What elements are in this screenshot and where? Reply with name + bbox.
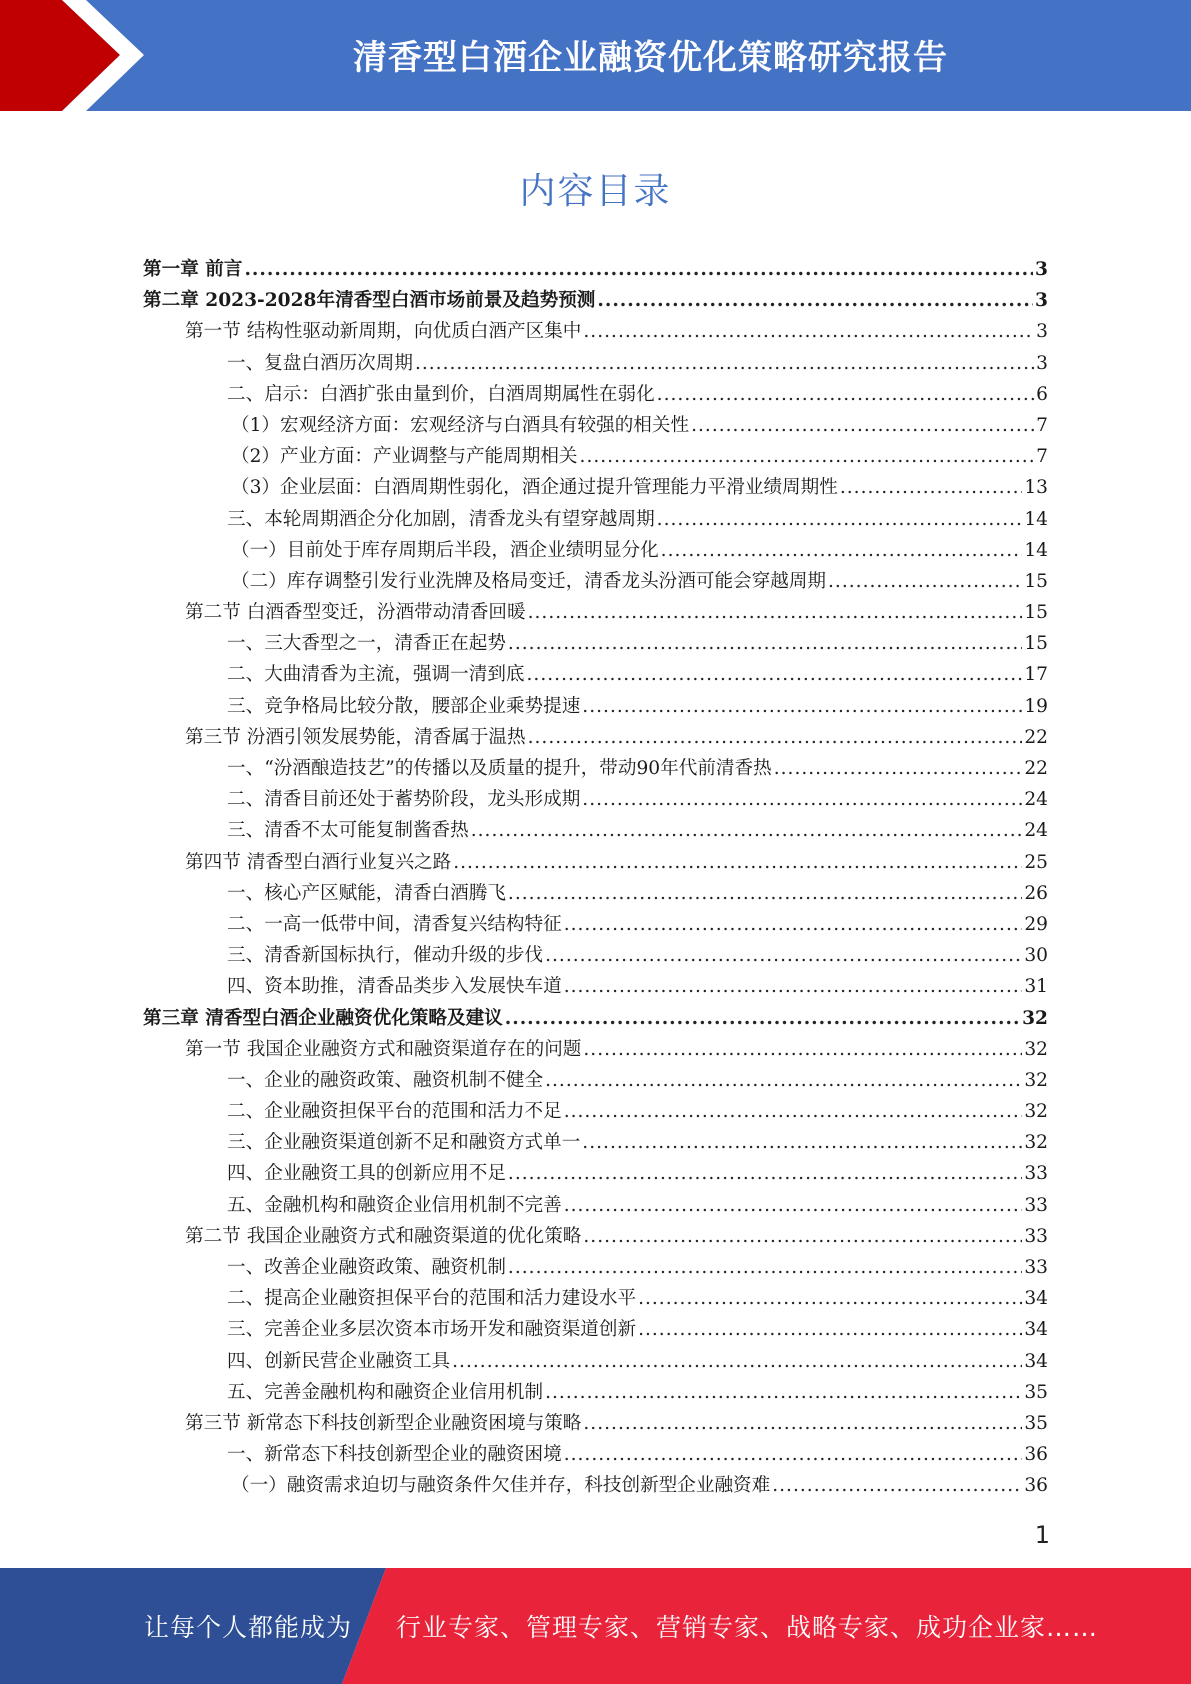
footer-slogan-right: 行业专家、管理专家、营销专家、战略专家、成功企业家……	[396, 1613, 1099, 1642]
toc-dot-leader	[564, 1439, 1023, 1470]
toc-entry[interactable]	[143, 878, 1048, 909]
toc-dot-leader	[638, 1283, 1022, 1314]
toc-entry[interactable]	[143, 691, 1048, 722]
toc-entry-page: 32	[1024, 1101, 1048, 1123]
toc-entry-label: 第三节 汾酒引领发展势能，清香属于温热	[185, 726, 526, 748]
toc-entry[interactable]	[143, 285, 1048, 316]
toc-entry-page: 25	[1024, 851, 1048, 873]
toc-entry[interactable]	[143, 348, 1048, 379]
toc-entry[interactable]	[143, 1283, 1048, 1314]
toc-dot-leader	[564, 909, 1023, 940]
toc-entry[interactable]	[143, 1127, 1048, 1158]
toc-entry[interactable]	[143, 535, 1048, 566]
toc-entry-label: 五、金融机构和融资企业信用机制不完善	[227, 1194, 562, 1216]
footer-slogan-left: 让每个人都能成为	[144, 1613, 353, 1642]
toc-entry[interactable]	[143, 316, 1048, 347]
toc-dot-leader	[508, 1158, 1022, 1189]
toc-entry-label: 二、一高一低带中间，清香复兴结构特征	[227, 913, 562, 935]
toc-entry-label: 二、清香目前还处于蓄势阶段，龙头形成期	[227, 789, 581, 811]
toc-entry-page: 19	[1024, 695, 1048, 717]
toc-entry-page: 22	[1024, 758, 1048, 779]
toc-entry-label: 三、完善企业多层次资本市场开发和融资渠道创新	[227, 1319, 637, 1341]
toc-entry[interactable]	[143, 753, 1048, 784]
toc-entry-label: 第二节 我国企业融资方式和融资渠道的优化策略	[185, 1225, 582, 1247]
toc-entry[interactable]	[143, 1346, 1048, 1377]
toc-entry-page: 15	[1024, 602, 1048, 624]
toc-entry-page: 34	[1024, 1288, 1048, 1310]
toc-dot-leader	[582, 1127, 1022, 1158]
toc-entry-label: 第三章 清香型白酒企业融资优化策略及建议	[143, 1007, 503, 1029]
toc-entry[interactable]	[143, 379, 1048, 410]
toc-entry[interactable]	[143, 1034, 1048, 1065]
toc-entry-page: 32	[1024, 1038, 1048, 1060]
toc-dot-leader	[583, 1221, 1022, 1252]
toc-entry[interactable]	[143, 504, 1048, 535]
toc-dot-leader	[528, 722, 1023, 753]
toc-dot-leader	[545, 1065, 1022, 1096]
toc-entry-label: 第一章 前言	[143, 259, 243, 280]
toc-entry[interactable]	[143, 815, 1048, 846]
toc-entry[interactable]	[143, 722, 1048, 753]
toc-dot-leader	[545, 940, 1022, 971]
toc-entry[interactable]	[143, 909, 1048, 940]
toc-dot-leader	[828, 566, 1022, 597]
toc-entry-page: 13	[1024, 477, 1048, 499]
toc-entry-label: 四、企业融资工具的创新应用不足	[227, 1163, 506, 1185]
toc-entry[interactable]	[143, 940, 1048, 971]
toc-entry-page: 22	[1024, 726, 1048, 748]
toc-entry[interactable]	[143, 1252, 1048, 1283]
toc-entry-label: 四、资本助推，清香品类步入发展快车道	[227, 976, 562, 998]
toc-dot-leader	[691, 410, 1034, 441]
toc-dot-leader	[580, 441, 1035, 472]
toc-entry[interactable]	[143, 1190, 1048, 1221]
toc-entry-label: 一、“汾酒酿造技艺”的传播以及质量的提升，带动90年代前清香热	[227, 758, 772, 779]
toc-entry-page: 33	[1024, 1225, 1048, 1247]
toc-entry-page: 34	[1024, 1319, 1048, 1341]
toc-entry-label: 第四节 清香型白酒行业复兴之路	[185, 851, 452, 873]
toc-dot-leader	[582, 691, 1022, 722]
toc-entry[interactable]	[143, 472, 1048, 503]
toc-entry-label: 一、三大香型之一，清香正在起势	[227, 633, 506, 655]
toc-dot-leader	[840, 472, 1022, 503]
page-footer	[0, 1568, 1191, 1684]
table-of-contents	[143, 254, 1048, 1502]
toc-entry-page: 32	[1024, 1069, 1048, 1091]
toc-entry-page: 14	[1024, 539, 1048, 561]
toc-entry[interactable]	[143, 254, 1048, 285]
toc-entry-label: 四、创新民营企业融资工具	[227, 1350, 451, 1372]
toc-entry-label: 一、改善企业融资政策、融资机制	[227, 1257, 506, 1278]
toc-entry-page: 30	[1024, 945, 1048, 967]
toc-entry-label: 二、企业融资担保平台的范围和活力不足	[227, 1101, 562, 1123]
toc-dot-leader	[508, 628, 1022, 659]
toc-entry-page: 33	[1024, 1257, 1048, 1278]
toc-dot-leader	[528, 597, 1023, 628]
toc-entry[interactable]	[143, 1158, 1048, 1189]
toc-entry-label: 三、清香新国标执行，催动升级的步伐	[227, 945, 544, 967]
toc-dot-leader	[657, 379, 1034, 410]
toc-entry-page: 35	[1024, 1381, 1048, 1403]
toc-entry-page: 14	[1024, 508, 1048, 530]
toc-entry-label: （1）宏观经济方面：宏观经济与白酒具有较强的相关性	[231, 414, 690, 436]
toc-dot-leader	[564, 971, 1023, 1002]
toc-entry[interactable]	[143, 1003, 1048, 1034]
toc-entry-label: （一）目前处于库存周期后半段，酒企业绩明显分化	[231, 539, 659, 561]
toc-entry[interactable]	[143, 784, 1048, 815]
toc-entry-label: 三、竞争格局比较分散，腰部企业乘势提速	[227, 695, 581, 717]
toc-dot-leader	[453, 847, 1022, 878]
toc-entry[interactable]	[143, 441, 1048, 472]
toc-entry[interactable]	[143, 597, 1048, 628]
toc-entry[interactable]	[143, 847, 1048, 878]
toc-dot-leader	[774, 753, 1023, 784]
toc-entry[interactable]	[143, 1408, 1048, 1439]
toc-entry-label: 第二章 2023-2028年清香型白酒市场前景及趋势预测	[143, 290, 596, 312]
toc-dot-leader	[244, 254, 1033, 285]
toc-entry-label: 一、新常态下科技创新型企业的融资困境	[227, 1444, 562, 1466]
toc-entry-label: 三、本轮周期酒企分化加剧，清香龙头有望穿越周期	[227, 508, 655, 530]
toc-entry-page: 26	[1024, 882, 1048, 904]
toc-entry-page: 29	[1024, 913, 1048, 935]
toc-entry-page: 15	[1024, 633, 1048, 655]
toc-dot-leader	[597, 285, 1033, 316]
toc-entry-page: 24	[1024, 789, 1048, 811]
toc-entry-label: 三、企业融资渠道创新不足和融资方式单一	[227, 1132, 581, 1154]
toc-entry[interactable]	[143, 410, 1048, 441]
toc-entry[interactable]	[143, 566, 1048, 597]
toc-entry-label: 一、企业的融资政策、融资机制不健全	[227, 1069, 544, 1091]
toc-dot-leader	[657, 504, 1023, 535]
toc-dot-leader	[527, 659, 1023, 690]
toc-entry-label: 一、核心产区赋能，清香白酒腾飞	[227, 882, 506, 904]
toc-entry-page: 36	[1024, 1475, 1048, 1497]
toc-entry[interactable]	[143, 659, 1048, 690]
toc-entry-page: 3	[1036, 352, 1048, 374]
toc-heading: 内容目录	[519, 171, 672, 212]
toc-entry-label: （3）企业层面：白酒周期性弱化，酒企通过提升管理能力平滑业绩周期性	[231, 477, 838, 499]
toc-entry[interactable]	[143, 1096, 1048, 1127]
toc-dot-leader	[508, 1252, 1022, 1283]
toc-dot-leader	[772, 1470, 1022, 1501]
toc-entry[interactable]	[143, 1377, 1048, 1408]
toc-entry-page: 33	[1024, 1163, 1048, 1185]
toc-entry-label: （一）融资需求迫切与融资条件欠佳并存，科技创新型企业融资难	[231, 1475, 771, 1497]
toc-dot-leader	[582, 784, 1022, 815]
toc-entry[interactable]	[143, 1314, 1048, 1345]
toc-entry-label: 一、复盘白酒历次周期	[227, 352, 413, 374]
toc-entry-page: 6	[1036, 383, 1048, 405]
toc-entry-page: 3	[1035, 290, 1048, 312]
toc-entry-page: 35	[1024, 1412, 1048, 1434]
page-number: 1	[1034, 1521, 1050, 1549]
toc-entry-label: 二、大曲清香为主流，强调一清到底	[227, 664, 525, 686]
toc-dot-leader	[508, 878, 1022, 909]
toc-entry-page: 3	[1036, 321, 1048, 343]
toc-entry-label: 二、启示：白酒扩张由量到价，白酒周期属性在弱化	[227, 383, 655, 405]
toc-entry-label: 二、提高企业融资担保平台的范围和活力建设水平	[227, 1288, 637, 1310]
toc-entry-label: 第一节 我国企业融资方式和融资渠道存在的问题	[185, 1038, 582, 1060]
toc-dot-leader	[583, 1408, 1022, 1439]
toc-entry[interactable]	[143, 1221, 1048, 1252]
toc-dot-leader	[638, 1314, 1022, 1345]
toc-entry[interactable]	[143, 1065, 1048, 1096]
toc-entry-page: 15	[1024, 570, 1048, 592]
toc-dot-leader	[661, 535, 1023, 566]
toc-entry-label: 五、完善金融机构和融资企业信用机制	[227, 1381, 544, 1403]
toc-entry-page: 7	[1036, 446, 1048, 468]
toc-entry-page: 36	[1024, 1444, 1048, 1466]
toc-dot-leader	[545, 1377, 1022, 1408]
toc-dot-leader	[452, 1346, 1022, 1377]
toc-entry-page: 33	[1024, 1194, 1048, 1216]
toc-dot-leader	[415, 348, 1034, 379]
page-header	[0, 0, 1191, 111]
toc-dot-leader	[564, 1190, 1023, 1221]
toc-entry-page: 17	[1024, 664, 1048, 686]
toc-entry-page: 31	[1024, 976, 1048, 998]
toc-entry[interactable]	[143, 1470, 1048, 1501]
toc-dot-leader	[583, 316, 1034, 347]
toc-entry-label: （二）库存调整引发行业洗牌及格局变迁，清香龙头汾酒可能会穿越周期	[231, 570, 827, 592]
report-title: 清香型白酒企业融资优化策略研究报告	[353, 37, 948, 78]
toc-entry-page: 32	[1024, 1132, 1048, 1154]
toc-dot-leader	[583, 1034, 1022, 1065]
toc-entry-label: 第三节 新常态下科技创新型企业融资困境与策略	[185, 1412, 582, 1434]
toc-dot-leader	[471, 815, 1023, 846]
toc-entry-label: 第二节 白酒香型变迁，汾酒带动清香回暖	[185, 602, 526, 624]
toc-entry[interactable]	[143, 1439, 1048, 1470]
toc-entry-label: 三、清香不太可能复制酱香热	[227, 820, 469, 842]
toc-dot-leader	[564, 1096, 1023, 1127]
toc-entry-label: （2）产业方面：产业调整与产能周期相关	[231, 446, 578, 468]
toc-entry-page: 24	[1024, 820, 1048, 842]
toc-entry-label: 第一节 结构性驱动新周期，向优质白酒产区集中	[185, 321, 582, 343]
toc-entry-page: 3	[1035, 259, 1048, 280]
toc-entry[interactable]	[143, 628, 1048, 659]
toc-dot-leader	[505, 1003, 1020, 1034]
toc-entry-page: 7	[1036, 414, 1048, 436]
toc-entry-page: 34	[1024, 1350, 1048, 1372]
toc-entry-page: 32	[1022, 1007, 1048, 1029]
toc-entry[interactable]	[143, 971, 1048, 1002]
